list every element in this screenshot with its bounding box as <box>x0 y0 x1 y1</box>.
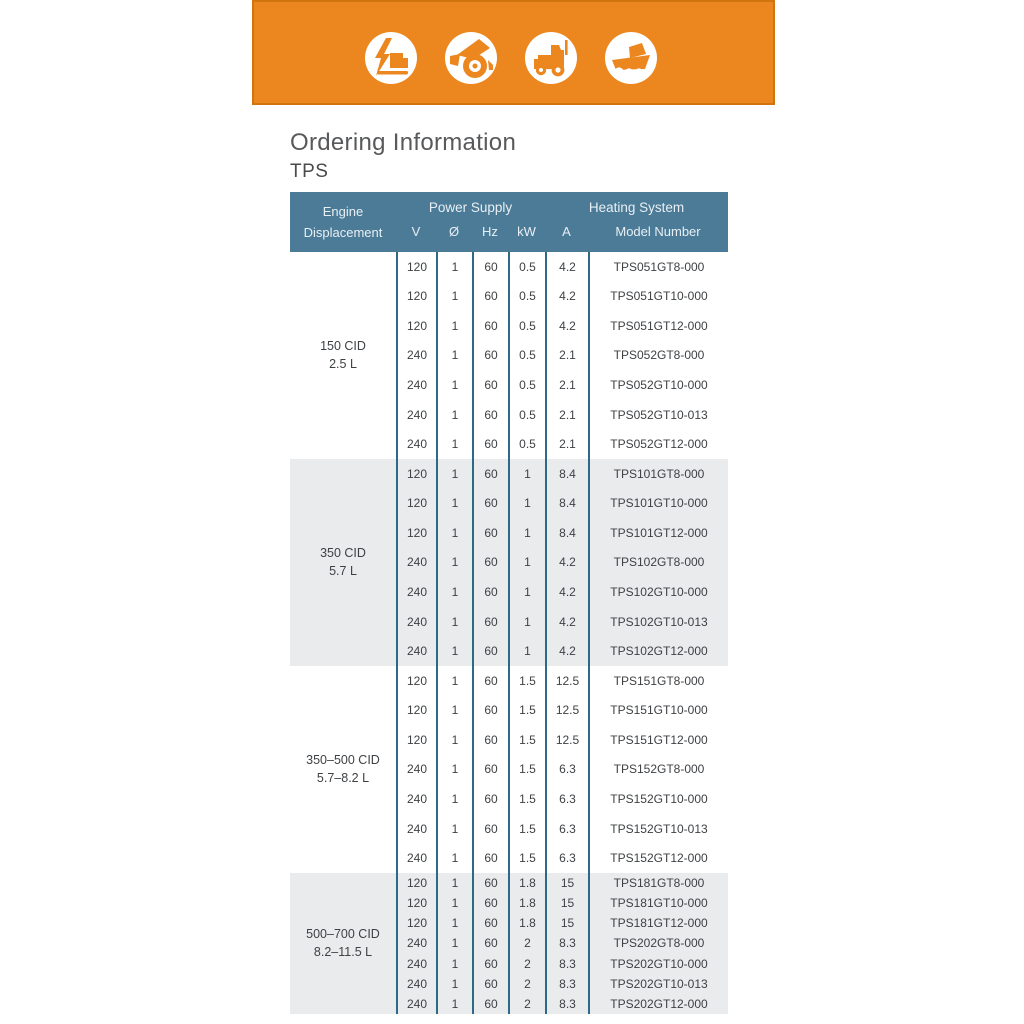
product-series-label: TPS <box>290 161 329 182</box>
cell-v: 240 <box>396 755 436 785</box>
cell-v: 240 <box>396 974 436 994</box>
heating-system-group-header: Heating System <box>588 199 685 215</box>
cell-kw: 0.5 <box>508 252 545 282</box>
cell-hz: 60 <box>472 994 508 1014</box>
cell-hz: 60 <box>472 341 508 371</box>
cell-kw: 1 <box>508 489 545 519</box>
cell-a: 8.3 <box>545 994 588 1014</box>
cell-phase: 1 <box>436 873 472 893</box>
cell-model: TPS202GT8-000 <box>588 933 728 953</box>
cell-phase: 1 <box>436 784 472 814</box>
cell-kw: 1.5 <box>508 696 545 726</box>
cell-kw: 1 <box>508 548 545 578</box>
cell-phase: 1 <box>436 370 472 400</box>
cell-a: 4.2 <box>545 282 588 312</box>
cell-model: TPS051GT12-000 <box>588 311 728 341</box>
cell-phase: 1 <box>436 489 472 519</box>
cell-kw: 1 <box>508 636 545 666</box>
engine-displacement-label: 500–700 CID 8.2–11.5 L <box>306 927 380 960</box>
ordering-table <box>290 192 728 1014</box>
cell-hz: 60 <box>472 607 508 637</box>
cell-kw: 1.8 <box>508 913 545 933</box>
cell-a: 12.5 <box>545 696 588 726</box>
column-header-amps: A <box>562 224 571 239</box>
engine-displacement-label: 350–500 CID 5.7–8.2 L <box>306 753 380 786</box>
cell-v: 120 <box>396 696 436 726</box>
cell-a: 15 <box>545 893 588 913</box>
power-supply-group-header: Power Supply <box>428 199 513 215</box>
cell-a: 2.1 <box>545 400 588 430</box>
cell-hz: 60 <box>472 548 508 578</box>
cell-phase: 1 <box>436 252 472 282</box>
cell-kw: 1.5 <box>508 843 545 873</box>
cell-model: TPS102GT10-013 <box>588 607 728 637</box>
cell-model: TPS202GT12-000 <box>588 994 728 1014</box>
cell-a: 4.2 <box>545 548 588 578</box>
cell-phase: 1 <box>436 607 472 637</box>
cell-a: 8.4 <box>545 518 588 548</box>
cell-a: 4.2 <box>545 607 588 637</box>
cell-kw: 1 <box>508 459 545 489</box>
cell-kw: 0.5 <box>508 370 545 400</box>
cell-phase: 1 <box>436 725 472 755</box>
cell-hz: 60 <box>472 873 508 893</box>
market-banner <box>252 0 775 105</box>
cell-model: TPS102GT12-000 <box>588 636 728 666</box>
page-title: Ordering Information <box>290 129 517 156</box>
cell-phase: 1 <box>436 577 472 607</box>
cell-v: 120 <box>396 459 436 489</box>
cell-kw: 1.5 <box>508 725 545 755</box>
cell-v: 120 <box>396 489 436 519</box>
cell-model: TPS181GT8-000 <box>588 873 728 893</box>
cell-hz: 60 <box>472 252 508 282</box>
cell-hz: 60 <box>472 843 508 873</box>
cell-kw: 1 <box>508 607 545 637</box>
cell-model: TPS152GT8-000 <box>588 755 728 785</box>
cell-hz: 60 <box>472 282 508 312</box>
cell-a: 4.2 <box>545 252 588 282</box>
cell-hz: 60 <box>472 974 508 994</box>
cell-a: 4.2 <box>545 311 588 341</box>
engine-displacement-label: 350 CID 5.7 L <box>320 546 366 579</box>
cell-kw: 1.5 <box>508 666 545 696</box>
cell-kw: 0.5 <box>508 341 545 371</box>
cell-hz: 60 <box>472 459 508 489</box>
cell-phase: 1 <box>436 548 472 578</box>
cell-kw: 1 <box>508 577 545 607</box>
cell-phase: 1 <box>436 843 472 873</box>
cell-phase: 1 <box>436 933 472 953</box>
cell-model: TPS102GT10-000 <box>588 577 728 607</box>
cell-hz: 60 <box>472 755 508 785</box>
cell-phase: 1 <box>436 636 472 666</box>
cell-phase: 1 <box>436 954 472 974</box>
cell-v: 120 <box>396 518 436 548</box>
cell-kw: 1.5 <box>508 784 545 814</box>
cell-model: TPS202GT10-000 <box>588 954 728 974</box>
cell-phase: 1 <box>436 913 472 933</box>
engine-header-line2: Displacement <box>303 225 383 240</box>
cell-hz: 60 <box>472 370 508 400</box>
cell-model: TPS051GT10-000 <box>588 282 728 312</box>
cell-hz: 60 <box>472 666 508 696</box>
cell-v: 120 <box>396 666 436 696</box>
cell-kw: 0.5 <box>508 282 545 312</box>
column-header-kw: kW <box>517 224 536 239</box>
wheel-loader-icon <box>445 32 497 84</box>
cell-kw: 1.8 <box>508 893 545 913</box>
engine-header-line1: Engine <box>322 204 364 219</box>
cell-phase: 1 <box>436 696 472 726</box>
cell-model: TPS052GT10-013 <box>588 400 728 430</box>
table-body <box>290 252 728 1014</box>
cell-kw: 1 <box>508 518 545 548</box>
cell-model: TPS052GT10-000 <box>588 370 728 400</box>
cell-a: 15 <box>545 873 588 893</box>
cell-hz: 60 <box>472 400 508 430</box>
cell-model: TPS181GT12-000 <box>588 913 728 933</box>
cell-v: 240 <box>396 636 436 666</box>
column-header-model-number: Model Number <box>615 224 701 239</box>
cell-v: 240 <box>396 994 436 1014</box>
cell-model: TPS152GT10-000 <box>588 784 728 814</box>
cell-v: 120 <box>396 893 436 913</box>
cell-a: 8.3 <box>545 954 588 974</box>
cell-model: TPS151GT12-000 <box>588 725 728 755</box>
cell-model: TPS152GT10-013 <box>588 814 728 844</box>
cell-hz: 60 <box>472 933 508 953</box>
cell-v: 240 <box>396 341 436 371</box>
cell-phase: 1 <box>436 459 472 489</box>
cell-a: 8.4 <box>545 489 588 519</box>
cell-a: 2.1 <box>545 429 588 459</box>
cell-phase: 1 <box>436 341 472 371</box>
cell-a: 8.4 <box>545 459 588 489</box>
cell-hz: 60 <box>472 311 508 341</box>
cell-kw: 1.8 <box>508 873 545 893</box>
cell-kw: 1.5 <box>508 755 545 785</box>
cell-model: TPS051GT8-000 <box>588 252 728 282</box>
cell-model: TPS101GT8-000 <box>588 459 728 489</box>
cell-kw: 2 <box>508 933 545 953</box>
cell-v: 240 <box>396 954 436 974</box>
cell-phase: 1 <box>436 282 472 312</box>
semi-truck-icon <box>525 32 577 84</box>
table-header <box>290 192 728 252</box>
cell-model: TPS052GT8-000 <box>588 341 728 371</box>
cell-hz: 60 <box>472 913 508 933</box>
cell-kw: 0.5 <box>508 429 545 459</box>
cell-v: 240 <box>396 814 436 844</box>
cell-hz: 60 <box>472 814 508 844</box>
cell-hz: 60 <box>472 489 508 519</box>
cell-a: 4.2 <box>545 577 588 607</box>
cell-kw: 0.5 <box>508 400 545 430</box>
cell-v: 240 <box>396 370 436 400</box>
engine-group-1 <box>290 252 728 459</box>
cell-a: 6.3 <box>545 755 588 785</box>
cell-kw: 1.5 <box>508 814 545 844</box>
cell-hz: 60 <box>472 725 508 755</box>
column-header-phase: Ø <box>448 224 460 239</box>
cell-v: 120 <box>396 913 436 933</box>
cell-hz: 60 <box>472 429 508 459</box>
cell-kw: 2 <box>508 994 545 1014</box>
cell-v: 120 <box>396 725 436 755</box>
column-header-volts: V <box>411 224 421 239</box>
cell-phase: 1 <box>436 994 472 1014</box>
cell-a: 12.5 <box>545 725 588 755</box>
engine-group-4 <box>290 873 728 1014</box>
engine-displacement-label: 150 CID 2.5 L <box>320 339 366 372</box>
cell-hz: 60 <box>472 636 508 666</box>
cell-phase: 1 <box>436 893 472 913</box>
cell-hz: 60 <box>472 784 508 814</box>
cell-v: 240 <box>396 577 436 607</box>
cell-model: TPS102GT8-000 <box>588 548 728 578</box>
cell-a: 12.5 <box>545 666 588 696</box>
cell-v: 120 <box>396 252 436 282</box>
cell-a: 2.1 <box>545 341 588 371</box>
cell-v: 240 <box>396 784 436 814</box>
cell-phase: 1 <box>436 814 472 844</box>
cell-a: 8.3 <box>545 933 588 953</box>
cell-hz: 60 <box>472 696 508 726</box>
cell-a: 8.3 <box>545 974 588 994</box>
cell-v: 120 <box>396 311 436 341</box>
cell-kw: 2 <box>508 974 545 994</box>
cell-model: TPS101GT12-000 <box>588 518 728 548</box>
cell-phase: 1 <box>436 400 472 430</box>
cell-a: 6.3 <box>545 843 588 873</box>
cell-phase: 1 <box>436 974 472 994</box>
cell-phase: 1 <box>436 311 472 341</box>
cell-hz: 60 <box>472 954 508 974</box>
market-icons-row <box>365 32 657 84</box>
cell-v: 120 <box>396 282 436 312</box>
engine-group-3 <box>290 666 728 873</box>
cell-hz: 60 <box>472 893 508 913</box>
engine-displacement-header <box>290 192 396 252</box>
engine-group-2 <box>290 459 728 666</box>
cell-v: 240 <box>396 843 436 873</box>
cell-phase: 1 <box>436 429 472 459</box>
cell-v: 120 <box>396 873 436 893</box>
generator-power-icon <box>365 32 417 84</box>
cell-model: TPS151GT8-000 <box>588 666 728 696</box>
cell-kw: 2 <box>508 954 545 974</box>
cell-a: 4.2 <box>545 636 588 666</box>
cell-model: TPS101GT10-000 <box>588 489 728 519</box>
cell-a: 6.3 <box>545 784 588 814</box>
cell-model: TPS181GT10-000 <box>588 893 728 913</box>
cell-model: TPS052GT12-000 <box>588 429 728 459</box>
cell-v: 240 <box>396 429 436 459</box>
cell-a: 6.3 <box>545 814 588 844</box>
cell-model: TPS202GT10-013 <box>588 974 728 994</box>
cell-a: 2.1 <box>545 370 588 400</box>
column-header-hz: Hz <box>482 224 498 239</box>
cell-phase: 1 <box>436 518 472 548</box>
cell-hz: 60 <box>472 577 508 607</box>
cell-v: 240 <box>396 548 436 578</box>
cell-model: TPS152GT12-000 <box>588 843 728 873</box>
cell-v: 240 <box>396 607 436 637</box>
marine-vessel-icon <box>605 32 657 84</box>
cell-v: 240 <box>396 400 436 430</box>
cell-hz: 60 <box>472 518 508 548</box>
cell-kw: 0.5 <box>508 311 545 341</box>
cell-a: 15 <box>545 913 588 933</box>
cell-phase: 1 <box>436 755 472 785</box>
cell-v: 240 <box>396 933 436 953</box>
cell-model: TPS151GT10-000 <box>588 696 728 726</box>
cell-phase: 1 <box>436 666 472 696</box>
